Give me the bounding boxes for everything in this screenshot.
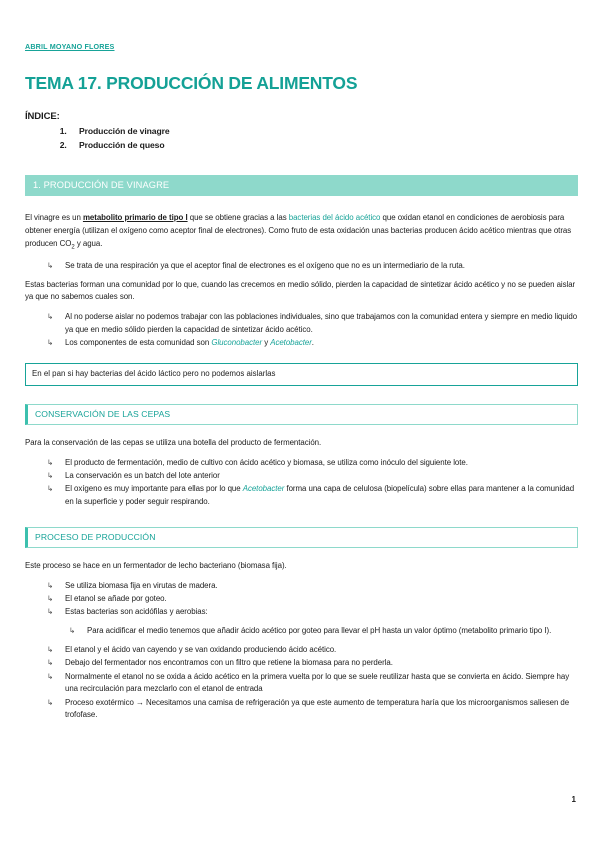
paragraph-proceso-intro: Este proceso se hace en un fermentador de lecho bacteriano (biomasa fija). — [25, 560, 287, 570]
list-item — [47, 260, 578, 273]
arrow-bullet-icon: ↳ — [47, 594, 54, 604]
arrow-bullet-icon: ↳ — [47, 260, 54, 270]
list-item — [47, 657, 578, 670]
list-item — [47, 483, 578, 509]
list-item — [47, 697, 578, 723]
text-fragment: y — [262, 338, 271, 348]
author-name: ABRIL MOYANO FLORES — [25, 42, 115, 51]
list-item-text: Se utiliza biomasa fija en virutas de madera. — [65, 580, 218, 590]
list-item — [47, 671, 578, 697]
list-item-text: El producto de fermentación, medio de cultivo con ácido acético y biomasa, se utiliza como inóculo del siguiente lote. — [65, 457, 468, 467]
list-item — [47, 644, 578, 657]
subsection-heading-proceso: PROCESO DE PRODUCCIÓN — [25, 527, 578, 548]
list-item-text: Debajo del fermentador nos encontramos con un filtro que retiene la biomasa para no perderla. — [65, 658, 393, 668]
text-fragment: que se obtiene gracias a las — [187, 212, 289, 222]
arrow-bullet-icon: ↳ — [47, 607, 54, 617]
list-item-text: Normalmente el etanol no se oxida a ácido acético en la primera vuelta por lo que se suele reutilizar hasta que se convierta en ácido. Siempre hay una recirculación para mezclarlo con el etanol de entrada — [65, 671, 570, 694]
arrow-bullet-icon: ↳ — [47, 457, 54, 467]
arrow-bullet-icon: ↳ — [47, 471, 54, 481]
list-item-text: Proceso exotérmico → Necesitamos una camisa de refrigeración ya que este aumento de temperatura haría que los microorganismos saliesen de trofofase. — [65, 697, 570, 720]
paragraph-conservacion-intro: Para la conservación de las cepas se utiliza una botella del producto de fermentación. — [25, 438, 322, 447]
species-acetobacter: Acetobacter — [270, 338, 312, 348]
list-item-text: El etanol se añade por goteo. — [65, 594, 167, 604]
bullet-list-aislamiento — [25, 311, 578, 350]
subsection-heading-conservacion: CONSERVACIÓN DE LAS CEPAS — [25, 404, 578, 425]
arrow-bullet-icon: ↳ — [47, 338, 54, 348]
list-item — [47, 593, 578, 606]
index-label: ÍNDICE: — [25, 111, 60, 123]
list-item-text: Se trata de una respiración ya que el aceptor final de electrones es el oxígeno que no es un intermediario de la ruta. — [65, 260, 465, 270]
arrow-bullet-icon: ↳ — [47, 644, 54, 654]
bullet-list-proceso-a — [25, 580, 578, 619]
text-fragment: y agua. — [74, 238, 103, 248]
list-item — [47, 580, 578, 593]
list-item-text: La conservación es un batch del lote anterior — [65, 471, 220, 481]
bullet-list-respiracion — [25, 260, 578, 273]
list-item — [47, 606, 578, 619]
paragraph-comunidad: Estas bacterias forman una comunidad por lo que, cuando las crecemos en medio sólido, pierden la capacidad de sintetizar ácido acético y no se pueden aislar ya que no sabemos cuales son. — [25, 279, 576, 302]
list-item — [47, 311, 578, 337]
bullet-list-proceso-nested — [25, 625, 578, 638]
arrow-bullet-icon: ↳ — [47, 580, 54, 590]
page-title: TEMA 17. PRODUCCIÓN DE ALIMENTOS — [25, 73, 358, 93]
species-acetobacter: Acetobacter — [242, 484, 285, 494]
highlight-bacterias: bacterias del ácido acético — [288, 212, 381, 222]
arrow-bullet-icon: ↳ — [47, 484, 54, 494]
section-banner-vinagre: 1. PRODUCCIÓN DE VINAGRE — [25, 175, 578, 196]
list-item — [69, 625, 578, 638]
subscript-two: 2 — [71, 244, 75, 251]
paragraph-intro-vinagre — [25, 212, 578, 253]
arrow-bullet-icon: ↳ — [47, 658, 54, 668]
highlight-metabolito: metabolito primario de tipo I — [82, 212, 188, 222]
bullet-list-conservacion — [25, 457, 578, 509]
species-gluconobacter: Gluconobacter — [211, 338, 263, 348]
text-fragment: que oxidan etanol en condiciones de aerobiosis para obtener energía (utilizan el oxígeno como aceptor final de electrones). Como fruto de esta oxidación unas bacterias producen ácido acético mientras que otras producen CO — [25, 212, 572, 248]
page-number: 1 — [571, 795, 576, 804]
arrow-bullet-icon: ↳ — [69, 626, 76, 636]
callout-box-pan: En el pan si hay bacterias del ácido láctico pero no podemos aislarlas — [25, 363, 578, 386]
arrow-bullet-icon: ↳ — [47, 312, 54, 322]
text-fragment: El vinagre es un — [25, 212, 83, 222]
index-list — [25, 125, 578, 153]
list-item — [47, 470, 578, 483]
list-item-text: El etanol y el ácido van cayendo y se van oxidando produciendo ácido acético. — [65, 644, 337, 654]
list-item: 1. Producción de vinagre — [69, 125, 578, 139]
list-item — [47, 337, 578, 350]
text-fragment: Los componentes de esta comunidad son — [65, 338, 212, 348]
list-item — [47, 457, 578, 470]
arrow-bullet-icon: ↳ — [47, 671, 54, 681]
list-item-text: Estas bacterias son acidófilas y aerobias: — [65, 607, 208, 617]
list-item-text: Para acidificar el medio tenemos que añadir ácido acético por goteo para llevar el pH hasta un valor óptimo (metabolito primario tipo I). — [87, 626, 552, 636]
text-fragment: El oxígeno es muy importante para ellas por lo que — [65, 484, 243, 494]
list-item: 2. Producción de queso — [69, 139, 578, 153]
arrow-bullet-icon: ↳ — [47, 697, 54, 707]
list-item-text: Al no poderse aislar no podemos trabajar con las poblaciones individuales, sino que trabajamos con la comunidad entera y siempre en medio liquido ya que en medio sólido pierden la capacidad de sintetizar ácido acético. — [65, 312, 578, 335]
text-fragment: forma una capa de celulosa (biopelícula) sobre ellas para mantener a la comunidad en la superficie y poder seguir respirando. — [65, 484, 575, 507]
bullet-list-proceso-b — [25, 644, 578, 722]
text-fragment: . — [311, 338, 314, 348]
